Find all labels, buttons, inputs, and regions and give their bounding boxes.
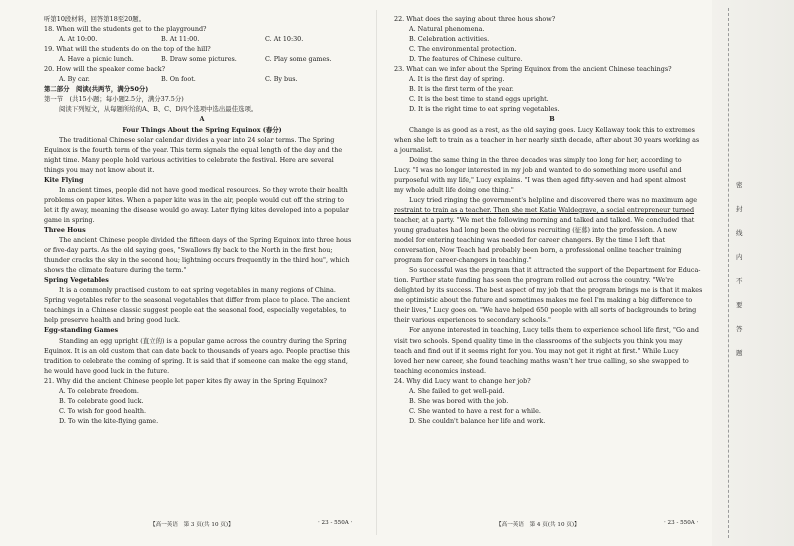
question-19: 19. What will the students do on the top of the hill? <box>44 45 211 54</box>
option-a: A. Have a picnic lunch. <box>59 55 134 64</box>
paragraph-spring-vegetables: It is a commonly practised custom to eat spring vegetables in many regions of China. Spring vegetables refer to the seasonal vegetables that differ from place to place. The ancient teachings in a Chinese classic suggest people eat the seasonal food, especially vegetables, to help preserve health and bring good luck. <box>44 286 350 325</box>
passage-letter-a: A <box>199 115 205 124</box>
question-21-option-d: D. To win the kite-flying game. <box>59 416 159 425</box>
question-21-option-a: A. To celebrate freedom. <box>59 386 139 395</box>
paragraph-b1: Change is as good as a rest, as the old saying goes. Lucy Kellaway took this to extremes when she left to train as a teacher in her nearly sixth decade, after about 30 years working as a journalist. <box>394 125 700 154</box>
question-18: 18. When will the students get to the playground? <box>44 25 207 34</box>
paragraph-egg-standing: Standing an egg upright (直立的) is a popular game across the country during the Spring Equinox. It is an old custom that can date back to thousands of years ago. People practise this tradition to celebrate the coming of spring. It is said that if someone can make the egg stand, he would have good luck in the future. <box>44 336 350 375</box>
heading-spring-vegetables: Spring Vegetables <box>44 276 109 285</box>
question-20-options <box>44 74 360 84</box>
question-24: 24. Why did Lucy want to change her job? <box>394 376 531 385</box>
question-22: 22. What does the saying about three hous show? <box>394 15 556 23</box>
paragraph-b3: Lucy tried ringing the government's helpline and discovered there was no maximum age restraint to train as a teacher. Then she met Katie Waldegrave, a social entrepreneur turned teacher, at a party. "We met the following morning and talked and talked. We concluded that young graduates had long been the obvious recruiting (征募) into the profession. A new model for entering teaching was needed for career changers. By the time I left that conversation, Now Teach had probably been born, a professional online teacher training program for career-changers in teaching." <box>394 195 698 265</box>
question-21-option-c: C. To wish for good health. <box>59 406 146 415</box>
question-22-option-a: A. Natural phenomena. <box>409 25 485 34</box>
question-24-option-d: D. She couldn't balance her life and work. <box>409 416 546 425</box>
question-22-option-b: B. Celebration activities. <box>409 35 490 44</box>
part-two-heading: 第二部分 阅读(共两节，满分50分) <box>44 85 149 94</box>
section-one-heading: 第一节 (共15小题；每小题2.5分，满分37.5分) <box>44 95 184 104</box>
heading-egg-standing: Egg-standing Games <box>44 326 119 335</box>
option-c: C. At 10:30. <box>265 35 304 44</box>
option-a: A. At 10:00. <box>59 35 98 44</box>
question-23-option-c: C. It is the best time to stand eggs upright. <box>409 95 549 104</box>
option-b: B. On foot. <box>161 75 196 84</box>
footer-left-page-label: 【高一英语 第 3 页(共 10 页)】 <box>150 522 234 528</box>
question-18-options <box>44 34 360 44</box>
option-a: A. By car. <box>59 75 90 84</box>
option-b: B. Draw some pictures. <box>161 55 237 64</box>
option-c: C. By bus. <box>265 75 298 84</box>
question-22-option-d: D. The features of Chinese culture. <box>409 55 523 64</box>
question-24-option-a: A. She failed to get well-paid. <box>409 386 505 395</box>
heading-three-hous: Three Hous <box>44 225 86 234</box>
left-column <box>44 14 360 426</box>
question-23-option-b: B. It is the first term of the year. <box>409 85 514 94</box>
seal-line <box>728 8 729 538</box>
question-21-option-b: B. To celebrate good luck. <box>59 396 144 405</box>
passage-a-title: Four Things About the Spring Equinox (春分) <box>122 125 282 134</box>
heading-kite-flying: Kite Flying <box>44 175 84 184</box>
paragraph-intro: The traditional Chinese solar calendar divides a year into 24 solar terms. The Spring Equinox is the fourth term of the year. This term signals the equal length of the day and the night time. Many people hold various activities to celebrate the festival. Here are several things you may not know about it. <box>44 135 343 174</box>
paragraph-b5: For anyone interested in teaching, Lucy tells them to experience school life first, "Go and visit two schools. Spend quality time in the classrooms of the subjects you think you may teach and find out if it seems right for you. You may not get it right at first." While Lucy loved her new career, she found teaching maths wasn't her true calling, so she swapped to teaching economics instead. <box>394 326 699 375</box>
question-22-option-c: C. The environmental protection. <box>409 45 517 54</box>
right-column <box>394 14 710 426</box>
question-20: 20. How will the speaker come back? <box>44 65 166 74</box>
question-23: 23. What can we infer about the Spring Equinox from the ancient Chinese teachings? <box>394 65 672 74</box>
seal-line-warning: 密 封 线 内 不 要 答 题 <box>736 181 743 357</box>
paragraph-b2: Doing the same thing in the three decades was simply too long for her, according to Lucy. "I was no longer interested in my job and wanted to do something more useful and purposeful with my life," Lucy explains. "I was then aged fifty-seven and had spent almost my whole adult life doing one thing." <box>394 155 687 194</box>
footer-right-page-label: 【高一英语 第 4 页(共 10 页)】 <box>496 522 580 528</box>
listening-intro: 听第10段材料，回答第18至20题。 <box>44 15 146 23</box>
question-24-option-c: C. She wanted to have a rest for a while. <box>409 406 541 415</box>
passage-letter-b: B <box>549 115 555 124</box>
paragraph-b4: So successful was the program that it attracted the support of the Department for Educa- tion. Further state funding has seen the program rolled out across the country. "We're delighted by its success. The best aspect of my job that the program brings me is that it makes me optimistic about the future and sometimes makes me feel I'm making a big difference to their lives," Lucy goes on. "We have helped 650 people with all sorts of backgrounds to bring their various experiences to secondary schools." <box>394 266 703 325</box>
paragraph-three-hous: The ancient Chinese people divided the fifteen days of the Spring Equinox into three hous or five-day parts. As the old saying goes, "Swallows fly back to the North in the first hou; thunder cracks the sky in the second hou; lightning occurs frequently in the third hou", which shows the climate feature during the term." <box>44 236 352 275</box>
paragraph-kite-flying: In ancient times, people did not have good medical resources. So they wrote their health problems on paper kites. When a paper kite was in the air, people would cut off the string to let it fly away, meaning the disease would go away. Later flying kites developed into a popular game in spring. <box>44 185 349 224</box>
column-divider <box>376 10 377 535</box>
question-21: 21. Why did the ancient Chinese people let paper kites fly away in the Spring Equinox? <box>44 376 327 385</box>
option-b: B. At 11:00. <box>161 35 200 44</box>
option-c: C. Play some games. <box>265 55 332 64</box>
question-24-option-b: B. She was bored with the job. <box>409 396 509 405</box>
footer-left-code: · 23 - 550A · <box>318 520 353 526</box>
question-23-option-d: D. It is the right time to eat spring vegetables. <box>409 105 560 114</box>
question-23-option-a: A. It is the first day of spring. <box>409 75 505 84</box>
reading-instruction: 阅读下列短文，从每题所给的A、B、C、D四个选项中选出最佳选项。 <box>59 105 258 114</box>
question-19-options <box>44 54 360 64</box>
footer-right-code: · 23 - 550A · <box>664 520 699 526</box>
binding-margin <box>712 0 794 546</box>
